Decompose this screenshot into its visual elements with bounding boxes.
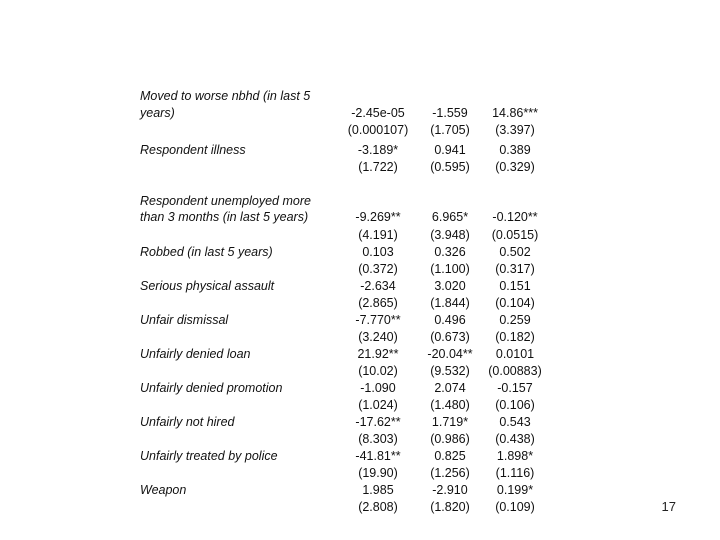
col1-value: -41.81**	[355, 449, 401, 463]
col3-value: (0.329)	[495, 160, 535, 174]
col3-value: (0.182)	[495, 330, 535, 344]
col1-value: -7.770**	[355, 313, 401, 327]
row-label: Unfairly not hired	[140, 415, 235, 429]
col1-value: -2.45e-05	[351, 106, 405, 120]
col3-value: (0.00883)	[488, 364, 542, 378]
col3-value: 0.0101	[495, 347, 535, 361]
col1-value: (3.240)	[358, 330, 398, 344]
col2-value: (9.532)	[430, 364, 470, 378]
col2-value: (1.705)	[430, 123, 470, 137]
col1-value: (0.372)	[358, 262, 398, 276]
table-row	[138, 261, 548, 278]
table-row	[138, 448, 548, 465]
table-row	[138, 346, 548, 363]
col2-value: 6.965*	[431, 210, 469, 224]
table-row	[138, 295, 548, 312]
row-label: Unfairly denied loan	[140, 347, 251, 361]
col1-value: (8.303)	[358, 432, 398, 446]
table-row	[138, 193, 548, 210]
col2-value: 2.074	[434, 381, 466, 395]
row-label: Serious physical assault	[140, 279, 275, 293]
table-row	[138, 465, 548, 482]
col2-value: 1.719*	[431, 415, 469, 429]
col3-value: (0.109)	[495, 500, 535, 514]
row-label: Robbed (in last 5 years)	[140, 245, 273, 259]
row-label: Respondent unemployed more	[140, 194, 311, 208]
col1-value: (1.722)	[358, 160, 398, 174]
table-row	[138, 414, 548, 431]
col3-value: (3.397)	[495, 123, 535, 137]
table-row	[138, 209, 548, 226]
row-label: Unfairly treated by police	[140, 449, 278, 463]
table-row	[138, 431, 548, 448]
col2-value: (3.948)	[430, 228, 470, 242]
row-label: years)	[140, 106, 175, 120]
table-row	[138, 312, 548, 329]
col3-value: (0.438)	[495, 432, 535, 446]
col1-value: (1.024)	[358, 398, 398, 412]
col1-value: (0.000107)	[347, 123, 409, 137]
col2-value: (0.986)	[430, 432, 470, 446]
col1-value: (4.191)	[358, 228, 398, 242]
table-row	[138, 363, 548, 380]
table-row	[138, 159, 548, 176]
col1-value: (2.808)	[358, 500, 398, 514]
row-label: Weapon	[140, 483, 187, 497]
table-row	[138, 105, 548, 122]
row-label: Respondent illness	[140, 143, 246, 157]
row-label: than 3 months (in last 5 years)	[140, 210, 309, 224]
col3-value: (0.106)	[495, 398, 535, 412]
col2-value: (1.820)	[430, 500, 470, 514]
col2-value: (1.100)	[430, 262, 470, 276]
col2-value: (1.256)	[430, 466, 470, 480]
col2-value: 0.941	[434, 143, 466, 157]
col1-value: -2.634	[360, 279, 396, 293]
col2-value: (1.480)	[430, 398, 470, 412]
row-label: Unfairly denied promotion	[140, 381, 283, 395]
table-row	[138, 329, 548, 346]
table-row	[138, 397, 548, 414]
col3-value: -0.157	[497, 381, 533, 395]
table-row	[138, 244, 548, 261]
col2-value: -20.04**	[427, 347, 473, 361]
table-row	[138, 278, 548, 295]
col3-value: (0.104)	[495, 296, 535, 310]
col1-value: -1.090	[360, 381, 396, 395]
col2-value: (0.673)	[430, 330, 470, 344]
row-label: Unfair dismissal	[140, 313, 229, 327]
col3-value: 0.543	[499, 415, 531, 429]
col1-value: -3.189*	[357, 143, 399, 157]
table-row	[138, 499, 548, 516]
col1-value: (2.865)	[358, 296, 398, 310]
col1-value: (10.02)	[358, 364, 398, 378]
col1-value: (19.90)	[358, 466, 398, 480]
col2-value: -2.910	[432, 483, 468, 497]
col1-value: 1.985	[362, 483, 394, 497]
page-number: 17	[661, 499, 676, 514]
table-row	[138, 142, 548, 159]
col2-value: 0.496	[434, 313, 466, 327]
col3-value: 14.86***	[492, 106, 538, 120]
row-label: Moved to worse nbhd (in last 5	[140, 89, 311, 103]
col3-value: 0.259	[499, 313, 531, 327]
table-row	[138, 227, 548, 244]
col3-value: 0.389	[499, 143, 531, 157]
col3-value: -0.120**	[492, 210, 538, 224]
col2-value: 0.326	[434, 245, 466, 259]
col2-value: -1.559	[432, 106, 468, 120]
col3-value: 0.199*	[496, 483, 534, 497]
table-row	[138, 122, 548, 139]
table-row	[138, 88, 548, 105]
col3-value: 0.151	[499, 279, 531, 293]
table-row	[138, 380, 548, 397]
col1-value: 0.103	[362, 245, 394, 259]
table-row	[138, 482, 548, 499]
col3-value: (0.0515)	[491, 228, 539, 242]
col3-value: 0.502	[499, 245, 531, 259]
col1-value: 21.92**	[357, 347, 399, 361]
col2-value: 0.825	[434, 449, 466, 463]
col3-value: 1.898*	[496, 449, 534, 463]
col3-value: (1.116)	[495, 466, 535, 480]
col2-value: (0.595)	[430, 160, 470, 174]
col1-value: -9.269**	[355, 210, 401, 224]
col2-value: (1.844)	[430, 296, 470, 310]
col3-value: (0.317)	[495, 262, 535, 276]
col1-value: -17.62**	[355, 415, 401, 429]
col2-value: 3.020	[434, 279, 466, 293]
